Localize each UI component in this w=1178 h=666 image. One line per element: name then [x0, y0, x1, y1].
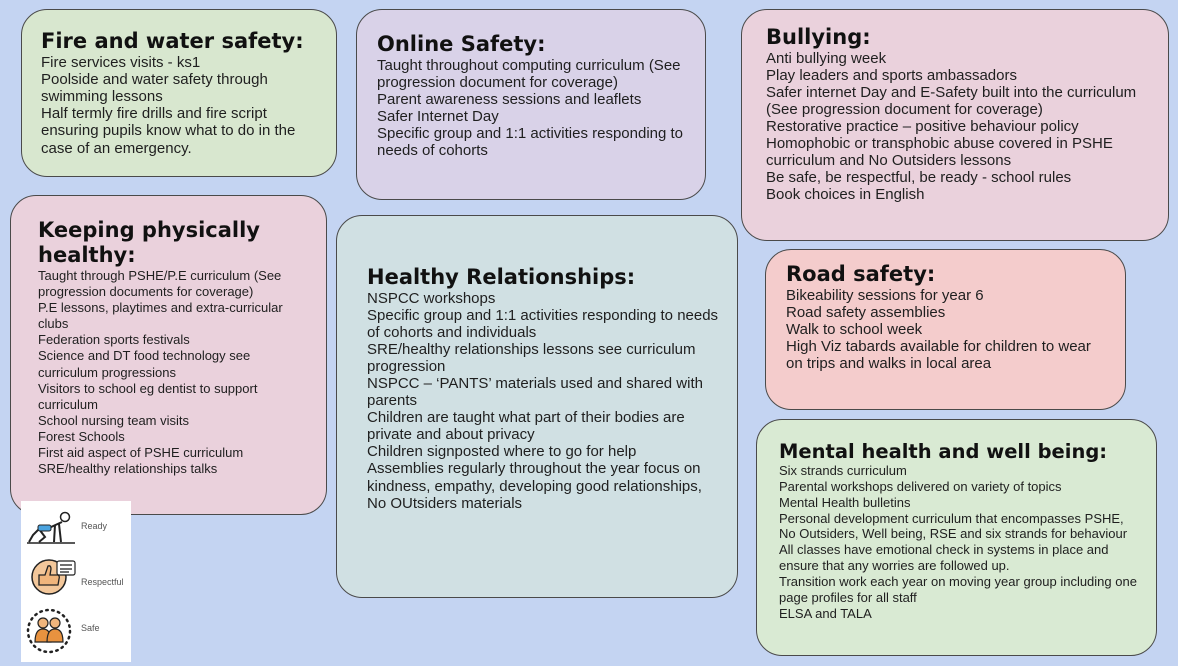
list-item: Restorative practice – positive behaviour policy [766, 117, 1079, 135]
item-list [377, 57, 687, 160]
list-item: Be safe, be respectful, be ready - school rules [766, 169, 1072, 187]
list-item: Children signposted where to go for help [367, 443, 637, 461]
list-item: School nursing team visits [38, 412, 190, 428]
list-item: High Viz tabards available for children to wear on trips and walks in local area [786, 338, 1091, 373]
list-item: Poolside and water safety through swimming lessons [41, 70, 268, 105]
list-item: Assemblies regularly throughout the year focus on kindness, empathy, developing good relationships, [367, 460, 702, 495]
rule-ready [21, 505, 131, 555]
bullying-card [741, 9, 1169, 241]
healthy-relationships-card [336, 215, 738, 598]
rule-safe [21, 605, 131, 655]
list-item: NSPCC – ‘PANTS’ materials used and shared with parents [367, 374, 703, 410]
online-safety-card [356, 9, 706, 200]
school-rules-panel [21, 501, 131, 662]
card-title: Fire and water safety: [41, 29, 304, 53]
fire-water-safety-card [21, 9, 337, 177]
list-item: Taught through PSHE/P.E curriculum (See progression documents for coverage) [38, 268, 282, 300]
list-item: Safer Internet Day [377, 107, 499, 125]
card-title: Healthy Relationships: [367, 265, 636, 289]
road-safety-card [765, 249, 1126, 410]
list-item: Road safety assemblies [786, 303, 946, 321]
list-item: P.E lessons, playtimes and extra-curricular clubs [38, 300, 283, 332]
rule-label: Ready [81, 521, 108, 531]
list-item: Children are taught what part of their bodies are private and about privacy [367, 409, 685, 444]
rule-label: Respectful [81, 577, 124, 587]
mental-health-card [756, 419, 1157, 656]
rule-respectful [21, 555, 131, 605]
list-item: Anti bullying week [766, 49, 887, 67]
physical-health-card [10, 195, 327, 515]
list-item: SRE/healthy relationships talks [38, 461, 218, 477]
item-list [41, 54, 318, 157]
card-title: Online Safety: [377, 32, 546, 56]
item-list [779, 463, 1142, 622]
list-item: First aid aspect of PSHE curriculum [38, 445, 244, 461]
list-item: Play leaders and sports ambassadors [766, 66, 1017, 84]
list-item: Mental Health bulletins [779, 494, 911, 510]
item-list [38, 268, 310, 477]
safe-icon [25, 605, 77, 657]
list-item: Visitors to school eg dentist to support curriculum [38, 380, 258, 412]
item-list [367, 290, 719, 512]
list-item: Transition work each year on moving year group including one page profiles for all staff [779, 574, 1137, 606]
card-title: Road safety: [786, 262, 936, 286]
list-item: Book choices in English [766, 186, 925, 204]
list-item: No OUtsiders materials [367, 494, 523, 512]
ready-icon [25, 505, 77, 547]
list-item: Parent awareness sessions and leaflets [377, 90, 642, 108]
item-list [786, 287, 1109, 373]
list-item: NSPCC workshops [367, 289, 496, 307]
list-item: Parental workshops delivered on variety of topics [779, 478, 1062, 494]
list-item: Science and DT food technology see curriculum progressions [38, 348, 251, 380]
list-item: Safer internet Day and E-Safety built into the curriculum (See progression document for coverage) [766, 83, 1137, 118]
list-item: Homophobic or transphobic abuse covered in PSHE curriculum and No Outsiders lessons [766, 134, 1113, 170]
list-item: Specific group and 1:1 activities responding to needs of cohorts and individuals [367, 306, 719, 341]
list-item: Forest Schools [38, 428, 125, 444]
card-title: Bullying: [766, 25, 871, 49]
card-title: Mental health and well being: [779, 440, 1108, 463]
item-list [766, 50, 1150, 204]
list-item: SRE/healthy relationships lessons see curriculum progression [367, 340, 696, 375]
respectful-icon [25, 555, 77, 599]
card-title: Keeping physically healthy: [38, 218, 260, 267]
list-item: Half termly fire drills and fire script ensuring pupils know what to do in the case of an emergency. [41, 105, 296, 157]
list-item: Six strands curriculum [779, 462, 907, 478]
list-item: Walk to school week [786, 320, 923, 338]
list-item: Fire services visits - ks1 [41, 53, 201, 71]
list-item: Personal development curriculum that encompasses PSHE, No Outsiders, Well being, RSE and six strands for behaviour [779, 510, 1128, 542]
list-item: Taught throughout computing curriculum (See progression document for coverage) [377, 56, 681, 91]
list-item: Federation sports festivals [38, 332, 190, 348]
list-item: Bikeability sessions for year 6 [786, 286, 984, 304]
rule-label: Safe [81, 623, 100, 633]
list-item: All classes have emotional check in systems in place and ensure that any worries are followed up. [779, 542, 1109, 574]
list-item: ELSA and TALA [779, 605, 872, 621]
list-item: Specific group and 1:1 activities responding to needs of cohorts [377, 124, 684, 159]
